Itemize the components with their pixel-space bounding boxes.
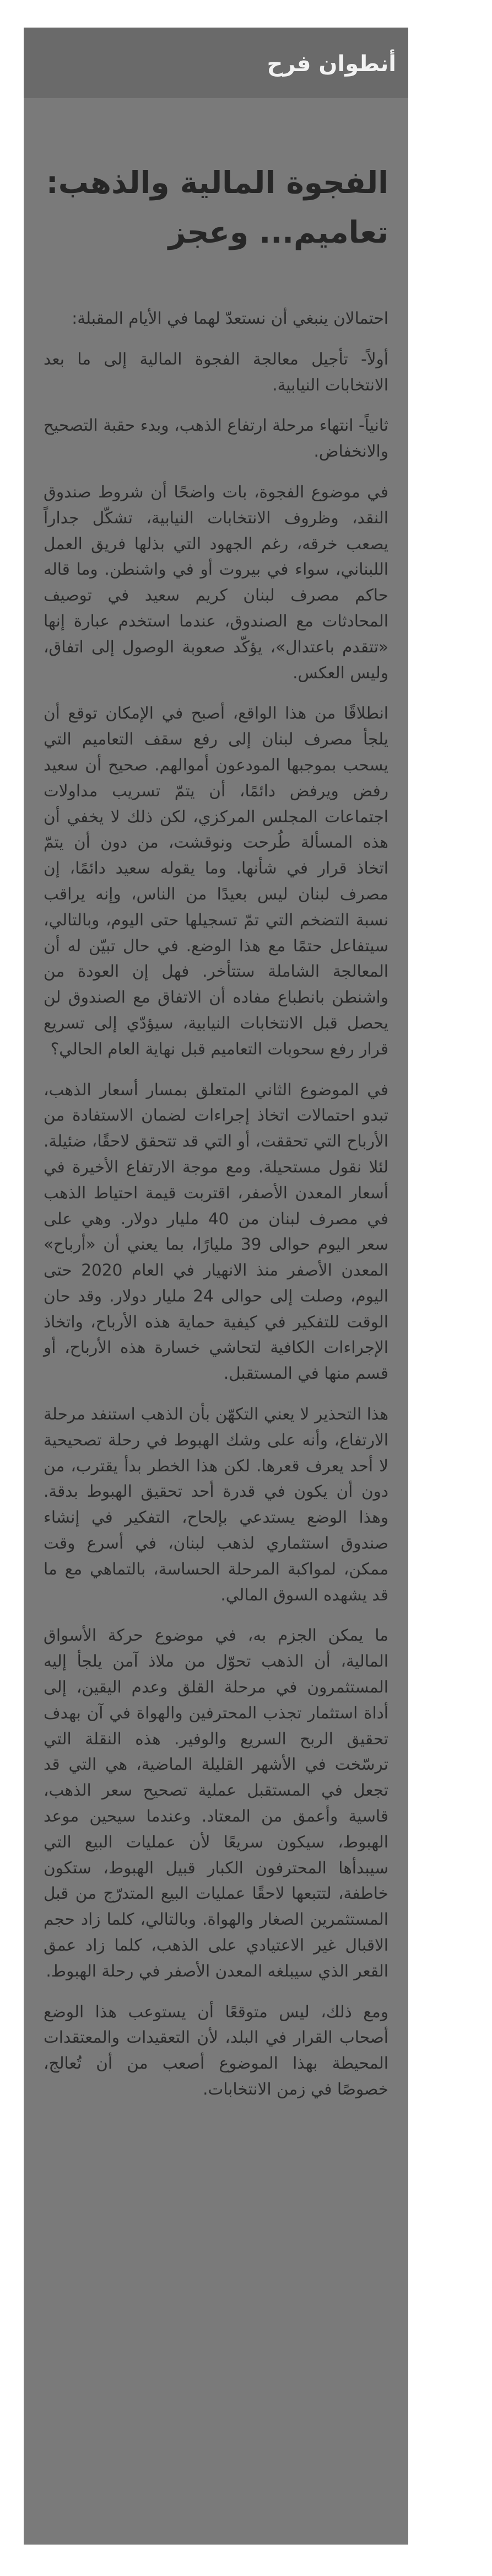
article-paragraph: هذا التحذير لا يعني التكهّن بأن الذهب استنفد مرحلة الارتفاع، وأنه على وشك الهبوط في رحلة تصحيحية لا أحد يعرف قعرها. لكن هذا الخطر بدأ يقترب، من دون أن يكون في قدرة أحد تحقيق الهبوط بدقة. وهذا الوضع يستدعي بإلحاح، التفكير في إنشاء صندوق استثماري لذهب لبنان، في أسرع وقت ممكن، لمواكبة المرحلة الحساسة، بالتماهي مع ما قد يشهده السوق المالي.: [44, 1405, 388, 1604]
author-header: [24, 28, 408, 98]
article-paragraph: ما يمكن الجزم به، في موضوع حركة الأسواق المالية، أن الذهب تحوّل من ملاذ آمن يلجأ إليه المستثمرون في مرحلة القلق وعدم اليقين، إلى أداة استثمار تجذب المحترفين والهواة في آن بهدف تحقيق الربح السريع والوفير. هذه النقلة التي ترسّخت في الأشهر القليلة الماضية، هي التي قد تجعل في المستقبل عملية تصحيح سعر الذهب، قاسية وأعمق من المعتاد. وعندما سيحين موعد الهبوط، سيكون سريعًا لأن عمليات البيع التي سيبدأها المحترفون الكبار قبيل الهبوط، ستكون خاطفة، لتتبعها لاحقًا عمليات البيع المتدرّج من قبل المستثمرين الصغار والهواة. وبالتالي، كلما زاد حجم الاقبال غير الاعتيادي على الذهب، كلما زاد عمق القعر الذي سيبلغه المعدن الأصفر في رحلة الهبوط.: [44, 1626, 388, 1980]
article-body: [44, 306, 388, 2102]
article-paragraph: ومع ذلك، ليس متوقعًا أن يستوعب هذا الوضع أصحاب القرار في البلد، لأن التعقيدات والمعتقدات المحيطة بهذا الموضوع أصعب من أن تُعالج، خصوصًا في زمن الانتخابات.: [44, 2002, 388, 2098]
article-paragraph: في موضوع الفجوة، بات واضحًا أن شروط صندوق النقد، وظروف الانتخابات النيابية، تشكّل جداراً يصعب خرقه، رغم الجهود التي بذلها فريق العمل اللبناني، سواء في بيروت أو في واشنطن. وما قاله حاكم مصرف لبنان كريم سعيد في توصيف المحادثات مع الصندوق، عندما استخدم عبارة إنها «تتقدم باعتدال»، يؤكّد صعوبة الوصول إلى اتفاق، وليس العكس.: [44, 482, 388, 682]
article-paragraph: أولاً- تأجيل معالجة الفجوة المالية إلى ما بعد الانتخابات النيابية.: [44, 349, 388, 394]
article-paragraph: في الموضوع الثاني المتعلق بمسار أسعار الذهب، تبدو احتمالات اتخاذ إجراءات لضمان الاستفادة من الأرباح التي تحققت، أو التي قد تتحقق لاحقًا، ضئيلة. لئلا نقول مستحيلة. ومع موجة الارتفاع الأخيرة في أسعار المعدن الأصفر، اقتربت قيمة احتياط الذهب في مصرف لبنان من 40 مليار دولار. وهي على سعر اليوم حوالى 39 مليارًا، بما يعني أن «أرباح» المعدن الأصفر منذ الانهيار في العام 2020 حتى اليوم، وصلت إلى حوالى 24 مليار دولار. وقد حان الوقت للتفكير في كيفية حماية هذه الأرباح، واتخاذ الإجراءات الكافية لتحاشي خسارة هذه الأرباح، أو قسم منها في المستقبل.: [44, 1080, 389, 1383]
article-title: الفجوة المالية والذهب: تعاميم... وعجز: [46, 165, 388, 250]
article-column: [24, 28, 408, 2545]
article-paragraph: ثانياً- انتهاء مرحلة ارتفاع الذهب، وبدء حقبة التصحيح والانخفاض.: [44, 416, 388, 461]
article-paragraph: احتمالان ينبغي أن نستعدّ لهما في الأيام المقبلة:: [72, 309, 388, 328]
article-paragraph: انطلاقًا من هذا الواقع، أصبح في الإمكان توقع أن يلجأ مصرف لبنان إلى رفع سقف التعاميم التي يسحب بموجبها المودعون أموالهم. صحيح أن سعيد رفض ويرفض دائمًا، أن يتمّ تسريب مداولات اجتماعات المجلس المركزي، لكن ذلك لا يخفي أن هذه المسألة طُرحت ونوقشت، من دون أن يتمّ اتخاذ قرار في شأنها. وما يقوله سعيد دائمًا، إن مصرف لبنان ليس بعيدًا من الناس، وإنه يراقب نسبة التضخم التي تمّ تسجيلها حتى اليوم، وبالتالي، سيتفاعل حتمًا مع هذا الوضع. في حال تبيّن له أن المعالجة الشاملة ستتأخر. فهل إن العودة من واشنطن بانطباع مفاده أن الاتفاق مع الصندوق لن يحصل قبل الانتخابات النيابية، سيؤدّي إلى تسريع قرار رفع سحوبات التعاميم قبل نهاية العام الحالي؟: [44, 704, 388, 1058]
author-name[interactable]: أنطوان فرح: [267, 51, 396, 77]
